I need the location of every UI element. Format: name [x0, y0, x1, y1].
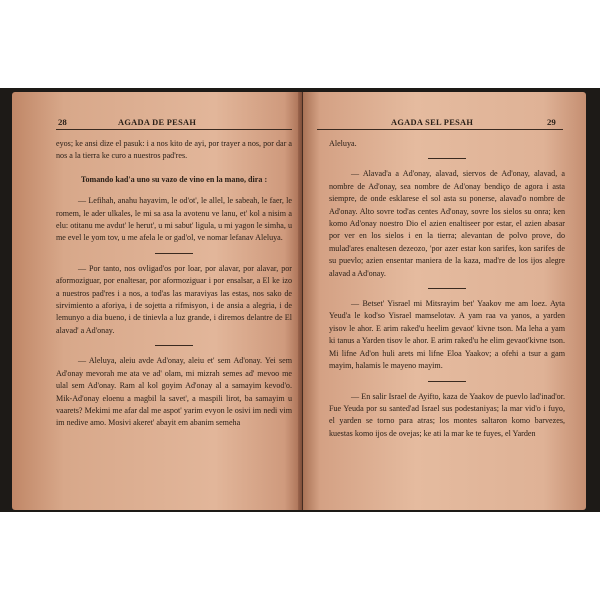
- running-head: AGADA SEL PESAH: [391, 118, 474, 127]
- right-page: [303, 92, 586, 510]
- left-page: [12, 92, 302, 510]
- paragraph: — Alavad'a a Ad'onay, alavad, siervos de Ad'onay, alavad, a nombre de Ad'onay, sea nombre de Ad'onay bendiço de agora i asta siempre, de onde esklarese el sol asta su ponerse, alavad'o nombre de Ad'onay. Alto sovre tod'as centes Ad'onay, sovre los sielos su onra; ken komo Ad'onay noestro Dio el azien enaltiseer por estar, el azien abasar por ver en los sielos i en la tierra; alevantan de polvo prove, do mulad'ares enaltesen dezeozo, 'por azer estar kon sarifes, kon sarifes de su puevlo; azien ensentar maniera de la kaza, mad're de los ijos alegre alavad a Ad'onay.: [329, 169, 565, 278]
- paragraph: — Lefihah, anahu hayavim, le od'ot', le allel, le sabeah, le faer, le romem, le ader ulkales, le mi sa asa la avotenu ve lanu, et' kol a nisim a elu: otitanu me avdut' le herut', u mi sabut' ligula, u mi yagon le simha, u me evel le yom tov, u me afela le or gad'ol, ve nomar lefanav Aleluya.: [56, 196, 292, 243]
- instruction-heading: Tomando kad'a uno su vazo de vino en la mano, dira :: [80, 174, 268, 184]
- book-spread: [0, 88, 600, 512]
- header-rule: [317, 129, 563, 130]
- paragraph: — Aleluya, aleiu avde Ad'onay, aleiu et' sem Ad'onay. Yei sem Ad'onay mevorah me ata ve ad' olam, mi mizrah semes ad' mevoo me ulal sem Ad'onay. Ram al kol goyim Ad'onay al a samayim kevod'o. Mik-Ad'onay eloenu a magbil la savet', a maspili lirot, ba samayim u vaarets? Mekimi me afar dal me aspot' yarim evyon le osivi im nedi vim im nedive amo. Mosivi akeret' abayit em abanim semeha: [56, 356, 292, 428]
- page-number: 28: [58, 117, 67, 127]
- running-head: AGADA DE PESAH: [118, 118, 197, 127]
- separator-rule: [428, 288, 466, 289]
- paragraph: Aleluya.: [329, 139, 357, 148]
- right-text-column: [329, 138, 565, 440]
- separator-rule: [155, 253, 193, 254]
- left-text-column: [56, 138, 292, 430]
- separator-rule: [428, 158, 466, 159]
- separator-rule: [428, 381, 466, 382]
- paragraph: — Por tanto, nos ovligad'os por loar, por alavar, por alavar, por aformoziguar, por enaltesar, por aformoziguar i por ensalsar, a El ke izo a nuestros pad'res i a nos, a tod'as las maraviyas las estas, nos sako de sirvimiento a aforiya, i de sojetta a rifmisyon, i de ansia a alegria, i de lemunyo a dia bueno, i de tinievla a luz grande, i diremos delantre de El alavad' a Ad'onay.: [56, 263, 292, 335]
- paragraph: — Betset' Yisrael mi Mitsrayim bet' Yaakov me am loez. Ayta Yeud'a le kod'so Yisrael mamselotav. A yam raa va yanos, a yarden yisov le ahor. E arim raked'u heelim gevaot' kivne tson. Ma leha a yam ki tanus a Yarden tisov le ahor. E arim raked'u he elim gevaot'kivne tson. Mi lifne Ad'on huli arets mi lifne Eloa Yaakov; a ofehi a tsur a gam mayim, halamis le mayeno mayim.: [329, 299, 565, 371]
- paragraph: eyos; ke ansi dize el pasuk: i a nos kito de ayi, por trayer a nos, por dar a nos a la tierra ke curo a nuestros pad'res.: [56, 139, 292, 161]
- paragraph: — En salir Israel de Ayifto, kaza de Yaakov de puevlo lad'inad'or. Fue Yeuda por su santed'ad Israel sus podestaniyas; la mar vid'o i fuyo, el yarden se torno para atras; los montes saltaron komo barvezes, kuestas komo ijos de ovejas; ke ati la mar ke te fuyes, el Yarden: [329, 391, 565, 438]
- separator-rule: [155, 345, 193, 346]
- page-number: 29: [547, 117, 556, 127]
- header-rule: [56, 129, 292, 130]
